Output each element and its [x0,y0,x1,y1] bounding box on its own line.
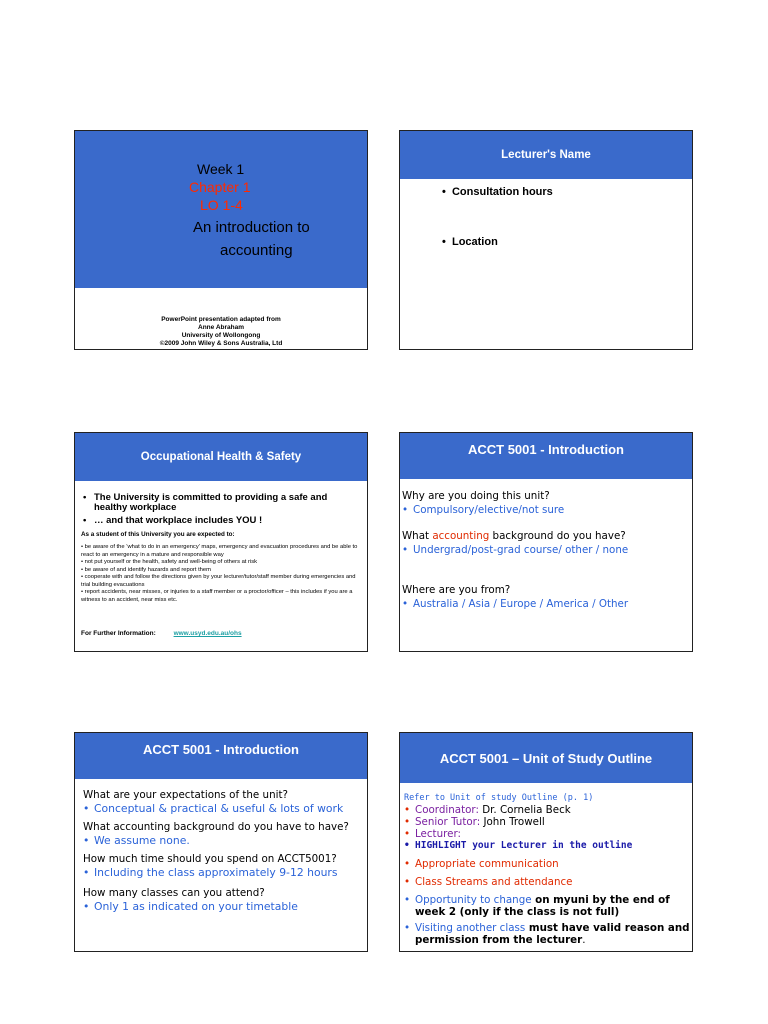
tutor-label: Senior Tutor: [415,816,481,828]
ohs-list-item: • be aware of and identify hazards and report them [81,566,211,573]
ohs-list-item: • report accidents, near misses, or injuries to a staff member or a proctor/officer – this includes if you are a witness to an accident, near miss etc. [81,589,353,603]
class-streams: • Class Streams and attendance [404,876,690,888]
communication: • Appropriate communication [404,858,690,870]
change-b: on myuni by the end of week 2 (only if the class is not full) [415,894,670,918]
question: What accounting background do you have to have? [83,821,349,833]
credit-line: Anne Abraham [198,324,244,331]
q2-post: background do you have? [489,530,626,542]
credit-line: ©2009 John Wiley & Sons Australia, Ltd [159,340,283,347]
slide5-body [83,788,365,914]
ohs-list [81,544,361,604]
answer: • Undergrad/post-grad course/ other / none [402,543,690,557]
slide4-body [402,489,690,611]
lecturer-item: • Location [442,236,498,248]
slide3-banner: Occupational Health & Safety [75,433,367,481]
tutor-name: John Trowell [480,816,545,828]
ohs-list-item: • be aware of the ‘what to do in an emergency’ maps, emergency and evacuation procedures and be able to react to an emergency in a mature and responsible way [81,544,358,558]
lecturer [404,828,690,840]
slide-week1 [74,130,368,350]
change-class [404,894,690,918]
answer: • Only 1 as indicated on your timetable [83,900,365,914]
answer: • Conceptual & practical & useful & lots of work [83,802,365,816]
chapter-label: Chapter 1 [189,179,251,195]
coord-label: Coordinator: [415,804,479,816]
question: How many classes can you attend? [83,887,265,899]
visit-a: Visiting another class [415,922,526,934]
slide1-banner [75,131,367,288]
further-label: For Further Information: [81,630,156,637]
answer: • Compulsory/elective/not sure [402,503,690,517]
q2-pre: What [402,530,433,542]
senior-tutor [404,816,690,828]
answer: • We assume none. [83,834,365,848]
question: Why are you doing this unit? [402,490,550,502]
slide2-banner: Lecturer's Name [400,131,692,179]
visit-b: must have valid reason and permission from the lecturer [415,922,690,946]
answer: • Including the class approximately 9-12 hours [83,866,365,880]
change-a: Opportunity to change [415,894,532,906]
ohs-bullets [83,493,361,526]
slide-ohs [74,432,368,652]
consultation-hours: Consultation hours [451,186,553,198]
title-line1: An introduction to [193,219,310,236]
ohs-intro: As a student of this University you are expected to: [81,531,235,538]
coord-name: Dr. Cornelia Beck [478,804,571,816]
highlight: • HIGHLIGHT your Lecturer in the outline [404,840,690,852]
location: Location [451,236,498,248]
q2-accounting: accounting [432,530,490,542]
credit-line: University of Wollongong [181,332,261,339]
slide-outline [399,732,693,952]
lecturer-item: • Consultation hours [442,186,553,198]
question [402,529,690,543]
ohs-list-item: • cooperate with and follow the directions given by your lecturer/tutor/staff member during emergencies and trial building evacuations [81,574,356,588]
slide4-banner: ACCT 5001 - Introduction [400,433,692,479]
ohs-link[interactable]: www.usyd.edu.au/ohs [173,630,242,637]
answer: • Australia / Asia / Europe / America / Other [402,597,690,611]
credits [75,316,367,348]
slide6-banner: ACCT 5001 – Unit of Study Outline [400,733,692,783]
week-label: Week 1 [197,161,245,177]
coordinator [404,804,690,816]
ohs-bullet: • The University is committed to providing a safe and healthy workplace [83,493,361,513]
slide6-body [404,792,690,946]
visit-c: . [582,934,586,946]
question: What are your expectations of the unit? [83,789,288,801]
slide-intro-2 [74,732,368,952]
ohs-list-item: • not put yourself or the health, safety and well-being of others at risk [81,559,258,565]
lecturer-label: Lecturer: [415,828,461,840]
outline-ref: Refer to Unit of study Outline (p. 1) [404,793,594,803]
visit-class [404,922,690,946]
ohs-further [81,630,242,637]
question: Where are you from? [402,584,511,596]
title-line2: accounting [220,242,293,259]
slide-intro-1 [399,432,693,652]
lo-label: LO 1-4 [200,197,243,213]
credit-line: PowerPoint presentation adapted from [161,316,281,323]
question: How much time should you spend on ACCT5001? [83,853,337,865]
slide5-banner: ACCT 5001 - Introduction [75,733,367,779]
ohs-bullet: • … and that workplace includes YOU ! [83,516,361,526]
slide-lecturer [399,130,693,350]
